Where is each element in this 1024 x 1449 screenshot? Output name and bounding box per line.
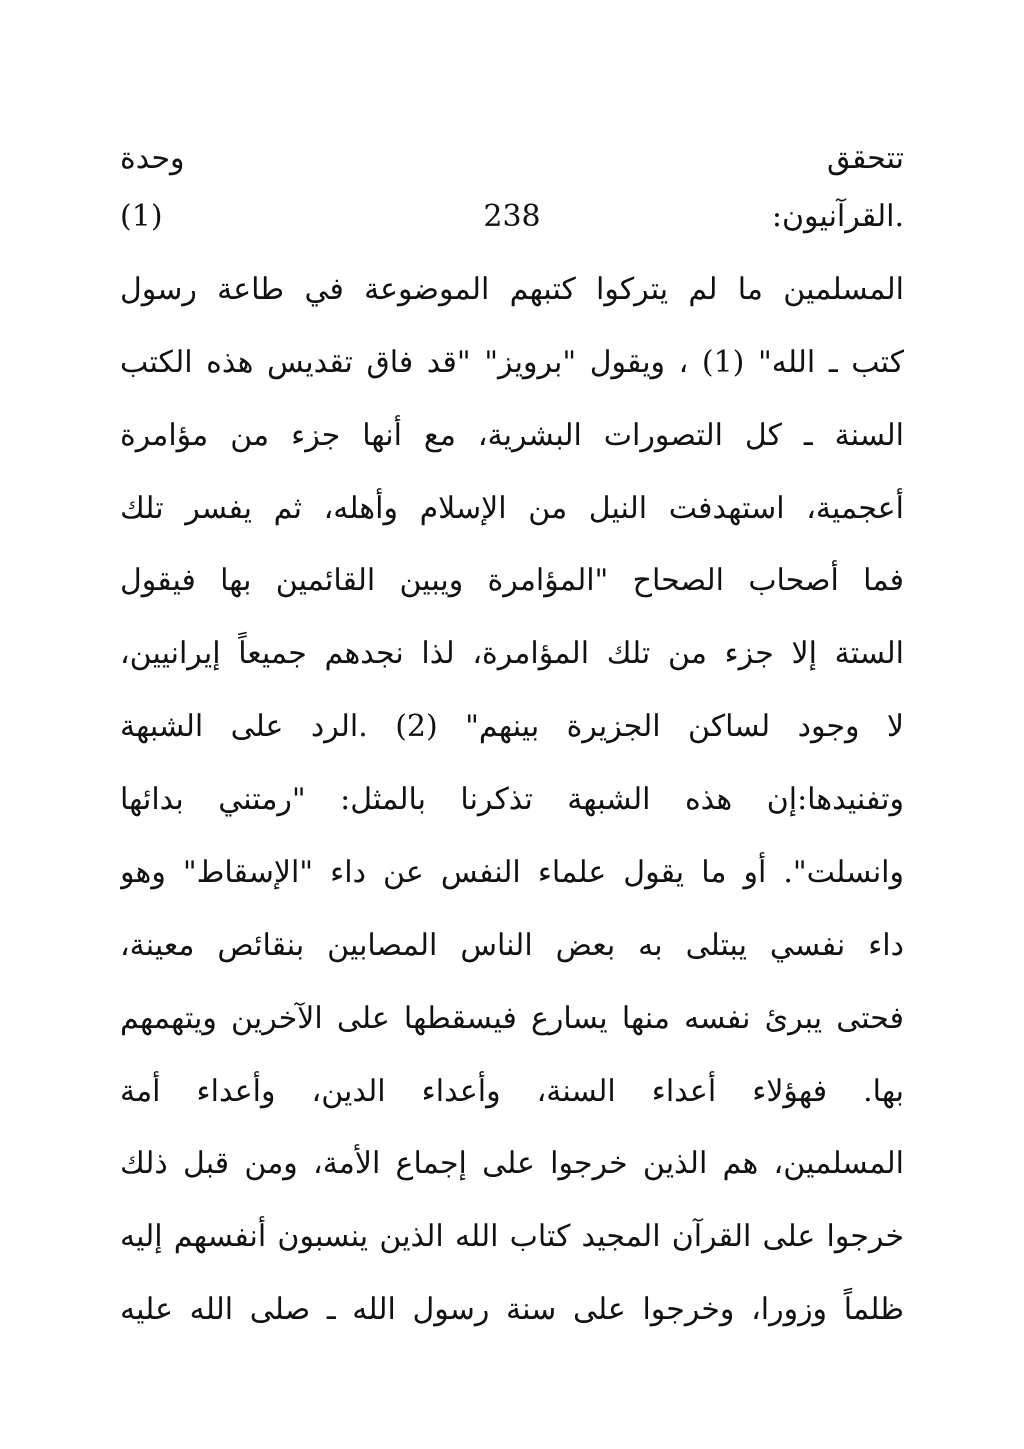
body-line-10: داء نفسي يبتلى به بعض الناس المصابين بنقائص معينة،: [120, 928, 904, 963]
body-line-14: خرجوا على القرآن المجيد كتاب الله الذين ينسبون أنفسهم إليه: [120, 1219, 904, 1254]
page-number: 238: [483, 199, 541, 234]
header-row-2: [120, 190, 904, 244]
header-row-1: [120, 132, 904, 186]
body-line-11: فحتى يبرئ نفسه منها يسارع فيسقطها على الآخرين ويتهمهم: [120, 1001, 904, 1036]
body-line-7: لا وجود لساكن الجزيرة بينهم" (2) .الرد على الشبهة: [120, 709, 904, 744]
body-line-13: المسلمين، هم الذين خرجوا على إجماع الأمة، ومن قبل ذلك: [120, 1146, 904, 1181]
body-line-5: فما أصحاب الصحاح "المؤامرة ويبين القائمين بها فيقول: [120, 563, 904, 598]
body-line-6: الستة إلا جزء من تلك المؤامرة، لذا نجدهم جميعاً إيرانيين،: [120, 636, 904, 671]
header-word-right: تتحقق: [827, 141, 904, 176]
body-line-15: ظلماً وزورا، وخرجوا على سنة رسول الله ـ صلى الله عليه: [120, 1292, 904, 1327]
header-word-left: وحدة: [120, 141, 185, 176]
body-line-8: وتفنيدها:إن هذه الشبهة تذكرنا بالمثل: "رمتني بدائها: [120, 782, 904, 817]
body-line-3: السنة ـ كل التصورات البشرية، مع أنها جزء من مؤامرة: [120, 418, 904, 453]
body-line-1: المسلمين ما لم يتركوا كتبهم الموضوعة في طاعة رسول: [120, 272, 904, 307]
body-line-12: بها. فهؤلاء أعداء السنة، وأعداء الدين، وأعداء أمة: [120, 1074, 904, 1109]
header-label: .القرآنيون:: [771, 199, 904, 234]
body-line-9: وانسلت". أو ما يقول علماء النفس عن داء "الإسقاط" وهو: [120, 855, 904, 890]
body-line-2: كتب ـ الله" (1) ، ويقول "برويز" "قد فاق تقديس هذه الكتب: [120, 345, 904, 380]
footnote-marker: (1): [120, 199, 163, 234]
body-line-4: أعجمية، استهدفت النيل من الإسلام وأهله، ثم يفسر تلك: [120, 491, 904, 526]
